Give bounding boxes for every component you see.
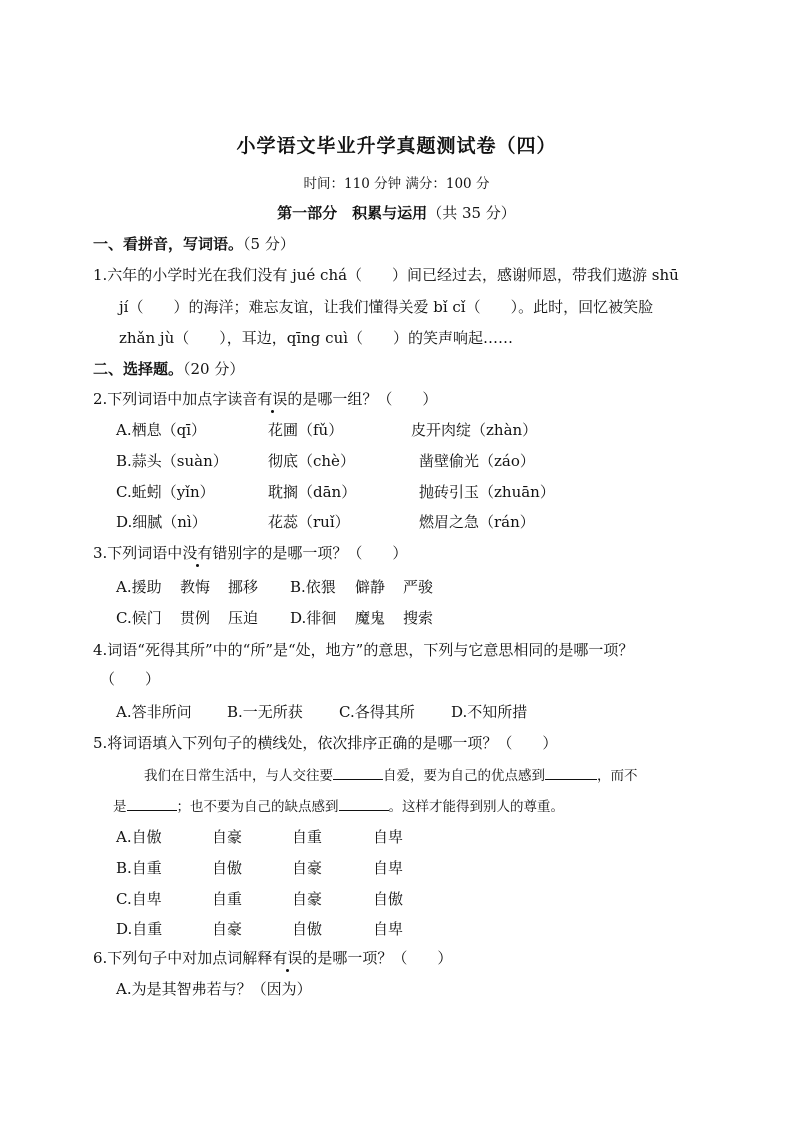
q4-option-b: B.一无所获 <box>227 703 303 721</box>
question-3-stem <box>93 542 407 563</box>
question-1-line-3: zhǎn jù（ ），耳边，qīng cuì（ ）的笑声响起…… <box>119 329 514 347</box>
q5-option-c-word-4: 自傲 <box>373 890 404 908</box>
emphasis-text: 有误 <box>257 390 288 408</box>
q5-option-c-word-2: 自重 <box>212 890 243 908</box>
passage-text: 是 <box>113 799 127 815</box>
stem-text: 错别字的是哪一项？（ ） <box>212 544 408 562</box>
q3-option-b-word-3: 严骏 <box>403 578 434 596</box>
exam-meta: 时间：110 分钟 满分：100 分 <box>303 176 490 192</box>
q3-option-a-word-2: 教悔 <box>180 578 211 596</box>
passage-text: 自爱，要为自己的优点感到 <box>383 768 545 784</box>
q3-option-d-word-2: 魔鬼 <box>355 609 386 627</box>
option-d-col1: D.细腻（nì） <box>116 513 207 531</box>
q3-option-d-word-3: 搜索 <box>403 609 434 627</box>
option-b-col1: B.蒜头（suàn） <box>116 452 228 470</box>
q5-option-d-word-3: 自傲 <box>292 920 323 938</box>
section-label: 二、选择题。 <box>93 360 184 378</box>
stem-text: 3.下列词语中 <box>93 544 183 562</box>
q5-option-a-word-2: 自豪 <box>212 828 243 846</box>
section-heading <box>93 358 244 379</box>
q5-passage-line-1 <box>144 764 638 784</box>
part-score: （共 35 分） <box>427 204 516 222</box>
q3-option-b-word-1: B.依猥 <box>290 578 336 596</box>
part-label: 第一部分 积累与运用 <box>277 204 428 222</box>
q5-option-a-word-4: 自卑 <box>373 828 404 846</box>
q5-passage-line-2 <box>113 795 564 815</box>
q3-option-c-word-1: C.候门 <box>116 609 162 627</box>
question-1-line-2: jí（ ）的海洋；难忘友谊，让我们懂得关爱 bǐ cǐ（ ）。此时，回忆被笑脸 <box>119 298 654 316</box>
stem-text: 2.下列词语中加点字读音 <box>93 390 258 408</box>
passage-text: 我们在日常生活中，与人交往要 <box>144 768 333 784</box>
stem-text: 的是哪一组？（ ） <box>287 390 438 408</box>
q4-option-c: C.各得其所 <box>339 703 415 721</box>
option-b-col2: 彻底（chè） <box>268 452 355 470</box>
page-title: 小学语文毕业升学真题测试卷（四） <box>236 135 557 157</box>
question-2-stem <box>93 388 437 409</box>
option-c-col1: C.蚯蚓（yǐn） <box>116 483 215 501</box>
option-d-col2: 花蕊（ruǐ） <box>268 513 350 531</box>
fill-blank <box>127 798 177 811</box>
section-score: （20 分） <box>183 360 245 378</box>
section-score: （5 分） <box>243 235 295 253</box>
passage-text: ；也不要为自己的缺点感到 <box>176 799 339 815</box>
q5-option-b-word-2: 自傲 <box>212 859 243 877</box>
emphasis-text: 有误 <box>272 949 303 967</box>
part-heading <box>0 202 793 223</box>
option-a-col2: 花圃（fǔ） <box>268 421 344 439</box>
q5-option-b-word-1: B.自重 <box>116 859 162 877</box>
q5-option-d-word-1: D.自重 <box>116 920 163 938</box>
section-label: 一、看拼音，写词语。 <box>93 235 244 253</box>
q5-option-b-word-4: 自卑 <box>373 859 404 877</box>
question-6-stem <box>93 947 452 968</box>
passage-text: 。这样才能得到别人的尊重。 <box>388 799 564 815</box>
fill-blank <box>545 767 597 780</box>
fill-blank <box>339 798 389 811</box>
q3-option-a-word-1: A.援助 <box>116 578 162 596</box>
option-a-col3: 皮开肉绽（zhàn） <box>411 421 538 439</box>
emphasis-text: 没有 <box>182 544 213 562</box>
option-d-col3: 燃眉之急（rán） <box>419 513 535 531</box>
q5-option-a-word-1: A.自傲 <box>116 828 162 846</box>
question-4-stem: 4.词语“死得其所”中的“所”是“处，地方”的意思，下列与它意思相同的是哪一项？ <box>93 641 634 659</box>
q5-option-a-word-3: 自重 <box>292 828 323 846</box>
stem-text: 6.下列句子中对加点词解释 <box>93 949 273 967</box>
fill-blank <box>333 767 383 780</box>
q5-option-b-word-3: 自豪 <box>292 859 323 877</box>
q4-option-a: A.答非所问 <box>116 703 192 721</box>
q4-option-d: D.不知所措 <box>451 703 528 721</box>
q3-option-b-word-2: 僻静 <box>355 578 386 596</box>
option-a-col1: A.栖息（qī） <box>116 421 207 439</box>
passage-text: ，而不 <box>597 768 638 784</box>
q3-option-c-word-2: 贯例 <box>180 609 211 627</box>
question-5-stem: 5.将词语填入下列句子的横线处，依次排序正确的是哪一项？（ ） <box>93 734 558 752</box>
q5-option-c-word-3: 自豪 <box>292 890 323 908</box>
q5-option-d-word-2: 自豪 <box>212 920 243 938</box>
q5-option-d-word-4: 自卑 <box>373 920 404 938</box>
question-1-line-1: 1.六年的小学时光在我们没有 jué chá（ ）间已经过去，感谢师恩，带我们遨游 shū <box>93 266 679 284</box>
q3-option-d-word-1: D.徘徊 <box>290 609 337 627</box>
option-c-col2: 耽搁（dān） <box>268 483 357 501</box>
question-4-answer-paren: （ ） <box>100 670 161 688</box>
q3-option-a-word-3: 挪移 <box>228 578 259 596</box>
q3-option-c-word-3: 压迫 <box>228 609 259 627</box>
q5-option-c-word-1: C.自卑 <box>116 890 162 908</box>
option-c-col3: 抛砖引玉（zhuān） <box>419 483 555 501</box>
q6-option-a: A.为是其智弗若与？（因为） <box>116 980 312 998</box>
option-b-col3: 凿壁偷光（záo） <box>419 452 535 470</box>
stem-text: 的是哪一项？（ ） <box>302 949 453 967</box>
section-heading <box>93 233 295 254</box>
